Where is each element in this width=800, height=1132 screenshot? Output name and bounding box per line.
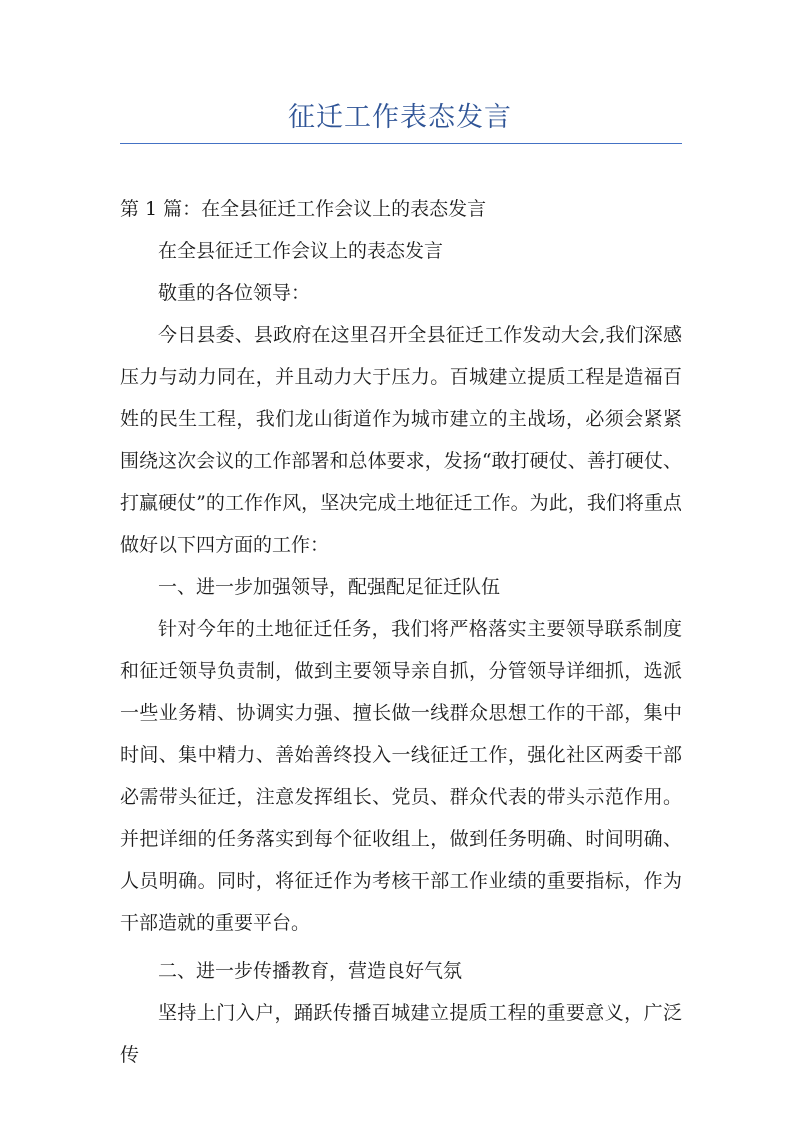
section-1-paragraph: 针对今年的土地征迁任务，我们将严格落实主要领导联系制度和征迁领导负责制，做到主要领导亲自抓，分管领导详细抓，选派一些业务精、协调实力强、擅长做一线群众思想工作的干部，集中时间、集中精力、善始善终投入一线征迁工作，强化社区两委干部必需带头征迁，注意发挥组长、党员、群众代表的带头示范作用。并把详细的任务落实到每个征收组上，做到任务明确、时间明确、人员明确。同时，将征迁作为考核干部工作业绩的重要指标，作为干部造就的重要平台。 xyxy=(120,618,682,934)
intro-paragraph: 今日县委、县政府在这里召开全县征迁工作发动大会,我们深感压力与动力同在，并且动力大于压力。百城建立提质工程是造福百姓的民生工程，我们龙山街道作为城市建立的主战场，必须会紧紧围绕这次会议的工作部署和总体要求，发扬“敢打硬仗、善打硬仗、打赢硬仗”的工作作风，坚决完成土地征迁工作。为此，我们将重点做好以下四方面的工作： xyxy=(120,324,682,556)
document-title: 征迁工作表态发言 xyxy=(288,102,512,133)
document-body xyxy=(120,188,682,1076)
section-2-title: 二、进一步传播教育，营造良好气氛 xyxy=(158,960,463,982)
article-heading: 第 1 篇：在全县征迁工作会议上的表态发言 xyxy=(120,198,487,220)
section-1-title: 一、进一步加强领导，配强配足征迁队伍 xyxy=(158,576,501,598)
section-2-paragraph: 坚持上门入户，踊跃传播百城建立提质工程的重要意义，广泛传 xyxy=(120,1002,682,1066)
title-divider xyxy=(120,143,682,144)
salutation: 敬重的各位领导： xyxy=(158,282,311,304)
article-subtitle: 在全县征迁工作会议上的表态发言 xyxy=(158,240,444,262)
